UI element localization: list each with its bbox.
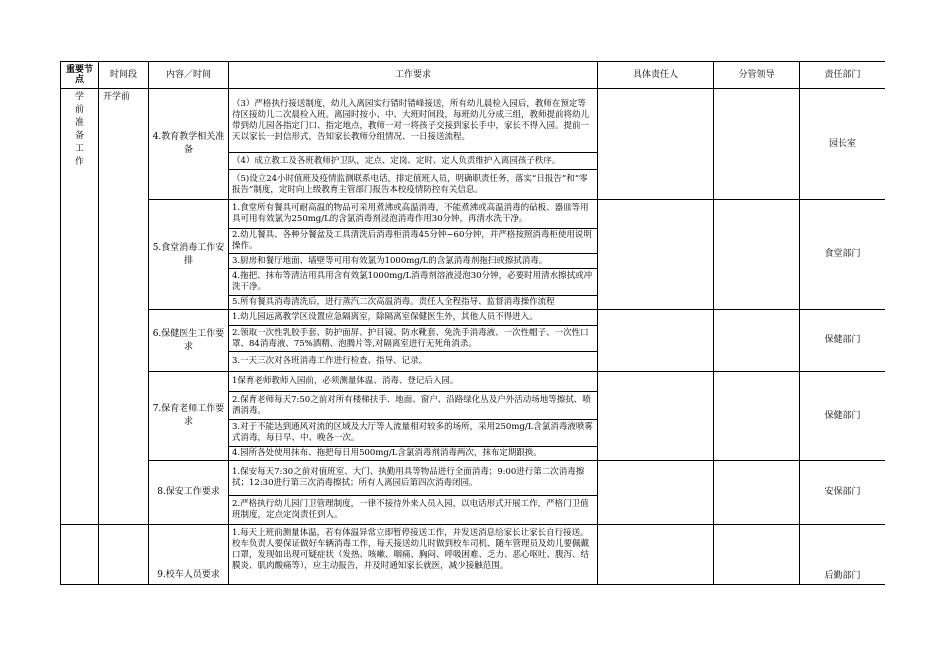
item-title: 4.教育教学相关准备	[149, 89, 229, 200]
requirement-cell: 3.一天三次对各班消毒工作进行检查、指导、记录。	[229, 352, 598, 372]
stage-cell	[61, 525, 99, 585]
requirement-cell: 2.严格执行幼儿园门卫管理制度，一律不接待外来人员入园，以电话形式开展工作，严格门卫值班制度，定点定岗责任到人。	[229, 496, 598, 525]
item-title: 8.保安工作要求	[149, 461, 229, 525]
department-cell: 保健部门	[800, 372, 886, 461]
table-row	[61, 310, 886, 326]
requirement-cell: 2.保育老师每天7:50之前对所有楼梯扶手、地面、窗户、沿路绿化丛及户外活动场地等擦拭、喷洒消毒。	[229, 392, 598, 420]
work-requirements-sheet	[60, 61, 885, 601]
table-row	[61, 525, 886, 585]
stage-char: 前	[74, 105, 84, 115]
department-cell: 安保部门	[800, 461, 886, 525]
table-row	[61, 372, 886, 392]
requirement-cell: 5.所有餐具消毒清洗后，进行蒸汽二次高温消毒。责任人全程指导、监督消毒操作流程	[229, 296, 598, 310]
requirement-cell: 4.园所各处使用抹布、拖把每日用500mg/L含氯消毒剂消毒两次，抹布定期跟换。	[229, 447, 598, 461]
header-content: 内容／时间	[149, 62, 229, 89]
requirement-cell: 3.厨房和餐厅地面、墙壁等可用有效氯为1000mg/L的含氯消毒剂拖扫或擦拭消毒。	[229, 254, 598, 269]
leader-cell	[714, 525, 800, 585]
item-title: 6.保健医生工作要求	[149, 310, 229, 372]
item-title: 7.保育老师工作要求	[149, 372, 229, 461]
requirement-cell: （4）成立教工及各班教师护卫队，定点、定岗、定时、定人负责维护入离园孩子秩序。	[229, 153, 598, 170]
department-cell: 保健部门	[800, 310, 886, 372]
header-stage: 重要节点	[61, 62, 99, 89]
department-cell: 后勤部门	[800, 525, 886, 585]
work-requirements-table	[60, 61, 885, 585]
stage-char: 作	[74, 157, 84, 167]
leader-cell	[714, 310, 800, 372]
requirement-cell: （3）严格执行接送制度，幼儿入离园实行错时错峰接送，所有幼儿晨检入园后，教师在预定等待区接幼儿二次晨检入班。离园时按小、中、大班时间段，每班幼儿分成三组，教师提前将幼儿带到幼儿园各指定门口、指定地点，教师一对一将孩子交接到家长手中，家长不得入园。提前一天以家长一封信形式，告知家长教师分组情况、一日接送流程。	[229, 89, 598, 153]
table-row	[61, 200, 886, 229]
requirement-cell: 2.领取一次性乳胶手套、防护面屏、护目镜、防水靴套、免洗手消毒液、一次性帽子、一次性口罩、84消毒液、75%酒精、泡腾片等,对隔离室进行无死角消杀。	[229, 326, 598, 352]
responsible-cell	[598, 461, 714, 525]
table-row	[61, 89, 886, 153]
requirement-cell: 1保育老师教师入园前，必须测量体温、消毒、登记后入园。	[229, 372, 598, 392]
requirement-cell: 3.对于不能达到通风对流的区域及大厅等人流量相对较多的场所，采用250mg/L含氯消毒液喷雾式消毒，每日早、中、晚各一次。	[229, 420, 598, 447]
stage-char: 备	[74, 131, 84, 141]
requirement-cell: 1.幼儿园远离教学区设置应急隔离室，除隔离室保健医生外，其他人员不得进入。	[229, 310, 598, 326]
stage-cell	[61, 89, 99, 525]
header-requirements: 工作要求	[229, 62, 598, 89]
period-cell: 开学前	[99, 89, 149, 525]
leader-cell	[714, 89, 800, 200]
header-row	[61, 62, 886, 89]
period-cell	[99, 525, 149, 585]
department-cell: 食堂部门	[800, 200, 886, 310]
responsible-cell	[598, 525, 714, 585]
header-department: 责任部门	[800, 62, 886, 89]
responsible-cell	[598, 89, 714, 200]
requirement-cell: 1.保安每天7:30之前对值班室、大门、执勤用具等物品进行全面消毒；9:00进行第二次消毒擦拭；12:30进行第三次消毒擦拭；所有人离园后第四次消毒闭园。	[229, 461, 598, 496]
requirement-cell: （5)设立24小时值班及疫情监测联系电话，排定值班人员，明确职责任务，落实“日报告”和“零报告”制度，定时向上级教育主管部门报告本校疫情防控有关信息。	[229, 170, 598, 200]
responsible-cell	[598, 200, 714, 310]
table-row	[61, 461, 886, 496]
requirement-cell: 4.拖把、抹布等清洁用具用含有效氯1000mg/L消毒剂溶液浸泡30分钟，必要时用清水擦拭或冲洗干净。	[229, 269, 598, 296]
stage-char: 准	[74, 118, 84, 128]
leader-cell	[714, 372, 800, 461]
header-leader: 分管领导	[714, 62, 800, 89]
responsible-cell	[598, 372, 714, 461]
requirement-cell: 1.食堂所有餐具可耐高温的物品可采用煮沸或高温消毒，不能煮沸或高温消毒的砧板、器皿等用具可用有效氯为250mg/L的含氯消毒剂浸泡消毒作用30分钟，再清水洗干净。	[229, 200, 598, 229]
department-cell: 园长室	[800, 89, 886, 200]
item-title: 9.校车人员要求	[149, 525, 229, 585]
stage-char: 工	[74, 144, 84, 154]
requirement-cell: 1.每天上班前测量体温，若有体温异常立即暂停接送工作，并发送消息给家长让家长自行接送。校车负责人要保证做好车辆消毒工作，每天接送幼儿时做到校车司机、随车管理员及幼儿要佩戴口罩，发现如出现可疑症状（发热、咳嗽、咽痛、胸闷、呼吸困难、乏力、恶心呕吐、腹泻、结膜炎、肌肉酸痛等），应主动报告，并及时通知家长就医，减少接触范围。	[229, 525, 598, 585]
header-responsible: 具体责任人	[598, 62, 714, 89]
leader-cell	[714, 461, 800, 525]
stage-char: 学	[74, 92, 84, 102]
requirement-cell: 2.幼儿餐具、各种分餐盆及工具清洗后消毒柜消毒45分钟~60分钟，并严格按照消毒柜使用说明操作。	[229, 229, 598, 254]
header-period: 时间段	[99, 62, 149, 89]
item-title: 5.食堂消毒工作安排	[149, 200, 229, 310]
leader-cell	[714, 200, 800, 310]
responsible-cell	[598, 310, 714, 372]
